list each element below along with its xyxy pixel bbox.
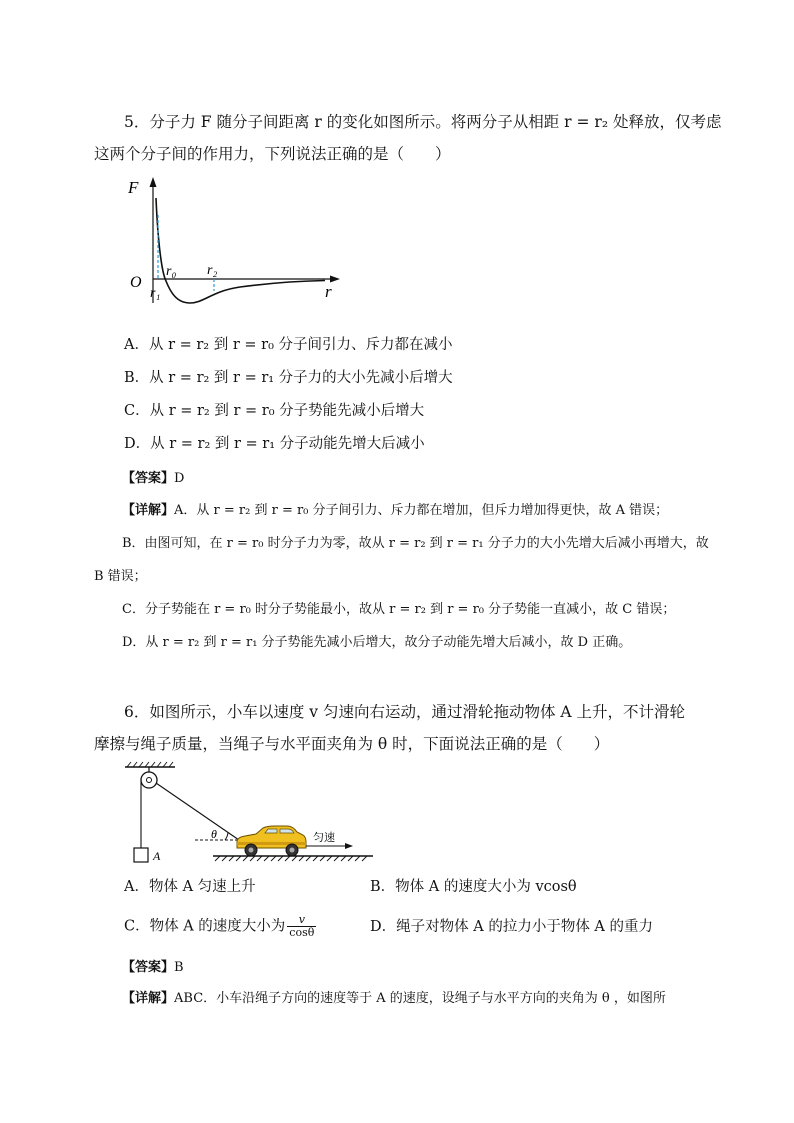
q6-detail-1 xyxy=(122,988,666,1010)
q6-angle-arc xyxy=(225,832,228,840)
q6-option-d: D．绳子对物体 A 的拉力小于物体 A 的重力 xyxy=(370,919,654,935)
q6-option-c-prefix: C．物体 A 的速度大小为 xyxy=(124,918,286,935)
q5-y-axis-arrow xyxy=(150,177,157,187)
q6-pulley-car-diagram xyxy=(125,762,375,867)
q6-block-a xyxy=(134,848,148,862)
q5-detail-b1: B．由图可知，在 r = r₀ 时分子力为零，故从 r = r₂ 到 r = r₁ 分子力的大小先增大后减小再增大，故 xyxy=(122,536,709,551)
q6-detail-1-text: ABC．小车沿绳子方向的速度等于 A 的速度，设绳子与水平方向的夹角为 θ ，如图所 xyxy=(174,991,666,1006)
q5-label-O: O xyxy=(130,274,142,291)
q5-label-F: F xyxy=(128,178,139,197)
q6-rope-slanted xyxy=(156,783,239,840)
q6-option-c-numerator: v xyxy=(298,913,305,926)
q6-option-b: B．物体 A 的速度大小为 vcosθ xyxy=(370,879,577,895)
q5-stem-line1: 5．分子力 F 随分子间距离 r 的变化如图所示。将两分子从相距 r = r₂ 处释放，仅考虑 xyxy=(124,113,722,131)
q5-detail-d: D．从 r = r₂ 到 r = r₁ 分子势能先减小后增大，故分子动能先增大后减小，故 D 正确。 xyxy=(122,635,632,650)
q6-ground-hatch xyxy=(215,856,367,861)
q6-option-c xyxy=(124,914,316,939)
q6-stem-line1: 6．如图所示，小车以速度 v 匀速向右运动，通过滑轮拖动物体 A 上升，不计滑轮 xyxy=(124,703,686,721)
q5-label-r2: r₂ xyxy=(207,263,218,278)
q5-option-a: A．从 r = r₂ 到 r = r₀ 分子间引力、斥力都在减小 xyxy=(124,337,453,353)
q6-ceiling-hatch xyxy=(127,762,173,767)
q5-detail-a-text: A．从 r = r₂ 到 r = r₀ 分子间引力、斥力都在增加，但斥力增加得更快，故 A 错误； xyxy=(174,503,669,518)
q6-answer xyxy=(122,956,184,979)
q6-option-c-fraction xyxy=(287,914,316,939)
q5-option-d: D．从 r = r₂ 到 r = r₁ 分子动能先增大后减小 xyxy=(124,436,425,452)
q6-label-theta: θ xyxy=(211,827,217,841)
q6-stem-line2: 摩擦与绳子质量，当绳子与水平面夹角为 θ 时，下面说法正确的是（ ） xyxy=(94,735,610,753)
q6-detail-tag: 【详解】 xyxy=(122,991,175,1006)
q5-answer-value: D xyxy=(174,471,185,486)
q5-detail-a xyxy=(122,500,668,522)
q5-detail-b2: B 错误； xyxy=(94,569,147,584)
q5-option-b: B．从 r = r₂ 到 r = r₁ 分子力的大小先减小后增大 xyxy=(124,370,453,386)
q5-force-distance-graph xyxy=(120,175,350,315)
q5-stem-line2: 这两个分子间的作用力，下列说法正确的是（ ） xyxy=(94,145,451,163)
q5-answer-tag: 【答案】 xyxy=(122,471,175,486)
q5-force-curve xyxy=(156,198,325,303)
q5-label-r1: r₁ xyxy=(150,286,161,301)
q5-answer xyxy=(122,467,184,490)
q6-answer-tag: 【答案】 xyxy=(122,960,175,975)
q6-option-c-denominator: cosθ xyxy=(289,926,315,939)
q5-detail-tag: 【详解】 xyxy=(122,503,175,518)
q5-label-r0: r₀ xyxy=(166,264,177,279)
q5-label-r: r xyxy=(325,282,332,301)
q6-option-a: A．物体 A 匀速上升 xyxy=(124,879,256,895)
q6-car xyxy=(237,826,306,856)
q5-option-c: C．从 r = r₂ 到 r = r₀ 分子势能先减小后增大 xyxy=(124,403,425,419)
q5-detail-c: C．分子势能在 r = r₀ 时分子势能最小，故从 r = r₂ 到 r = r₀ 分子势能一直减小，故 C 错误； xyxy=(122,602,676,617)
q6-label-a: A xyxy=(153,849,161,863)
q6-pulley-axle xyxy=(147,778,152,783)
q6-answer-value: B xyxy=(174,960,184,975)
q6-label-speed: 匀速 xyxy=(313,832,335,844)
